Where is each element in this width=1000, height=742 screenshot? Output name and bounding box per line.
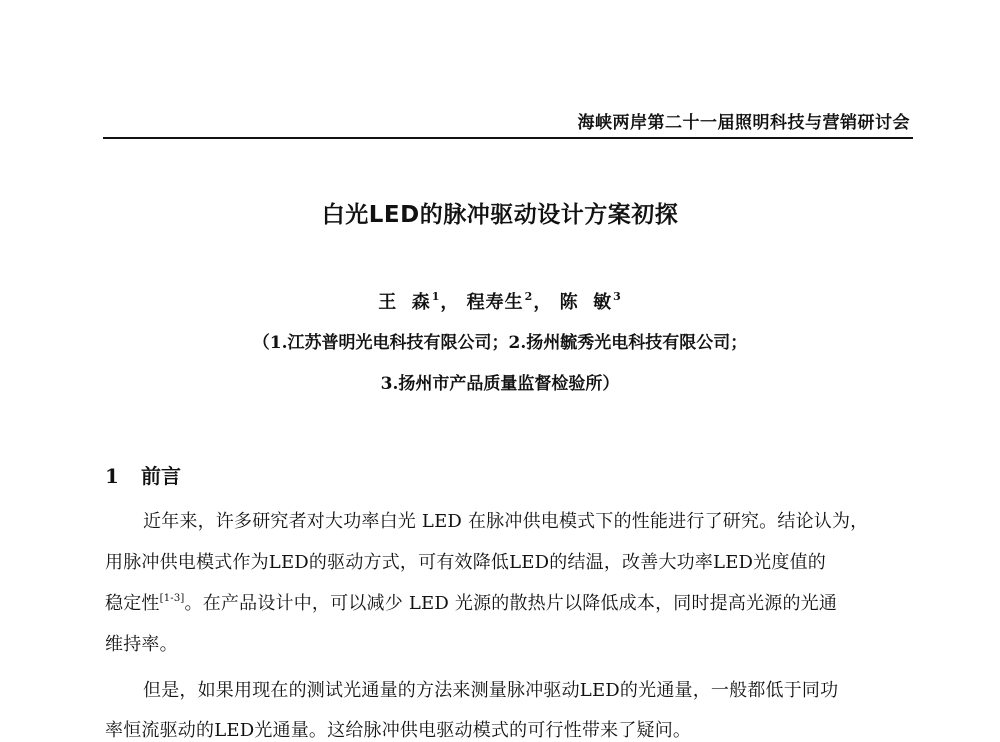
body-line: 率恒流驱动的LED光通量。这给脉冲供电驱动模式的可行性带来了疑问。 <box>105 720 692 741</box>
author-separator: ， <box>533 292 553 313</box>
citation-ref: [1-3] <box>159 593 185 604</box>
section-heading <box>105 460 181 489</box>
author-affil-mark: 2 <box>524 290 534 303</box>
author-affil-mark: 3 <box>613 290 622 303</box>
section-number: 1 <box>105 464 119 488</box>
body-text: 稳定性 <box>105 593 160 614</box>
body-text: 。在产品设计中，可以减少 LED 光源的散热片以降低成本，同时提高光源的光通 <box>184 593 838 614</box>
paper-title: 白光LED的脉冲驱动设计方案初探 <box>321 202 679 228</box>
body-line <box>105 589 837 615</box>
body-line: 维持率。 <box>105 634 178 655</box>
affiliation-line-1: （1.江苏普明光电科技有限公司；2.扬州毓秀光电科技有限公司； <box>252 333 748 353</box>
section-title: 前言 <box>141 464 181 488</box>
body-line: 用脉冲供电模式作为LED的驱动方式，可有效降低LED的结温，改善大功率LED光度值的 <box>105 552 826 573</box>
author-name: 陈 敏 <box>559 292 613 313</box>
author-separator: ， <box>440 292 460 313</box>
affiliation-line-2: 3.扬州市产品质量监督检验所） <box>380 374 620 394</box>
running-header: 海峡两岸第二十一届照明科技与营销研讨会 <box>577 113 910 133</box>
author-name: 王 森 <box>378 292 431 313</box>
author-name: 程寿生 <box>466 292 524 313</box>
body-line: 近年来，许多研究者对大功率白光 LED 在脉冲供电模式下的性能进行了研究。结论认为， <box>143 511 869 532</box>
author-affil-mark: 1 <box>431 290 441 303</box>
header-rule <box>103 137 913 139</box>
body-line: 但是，如果用现在的测试光通量的方法来测量脉冲驱动LED的光通量，一般都低于同功 <box>143 680 839 701</box>
author-list <box>0 288 1000 314</box>
